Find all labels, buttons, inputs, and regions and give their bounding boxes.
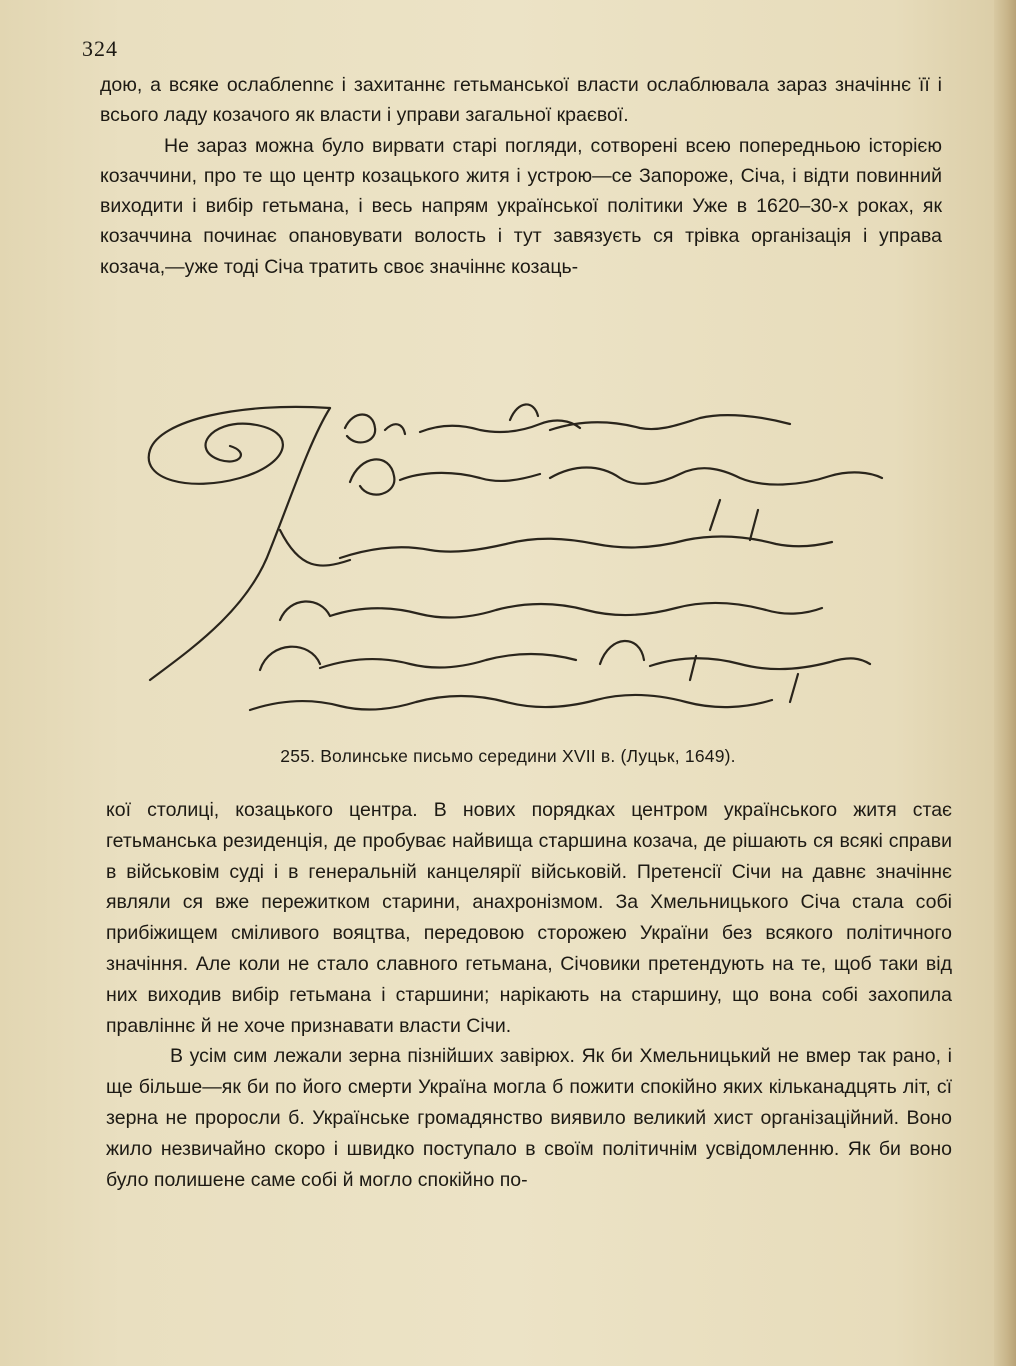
paragraph: кої столиці, козацького центра. В нових порядках центром українського житя стає гетьманська резиденція, де пробуває найвища старшина козача, де рішають ся всякі справи в військовім суді і в генеральній канцелярії військовій. Претенсії Січи на давнє значіннє являли ся вже пережитком старини, анахронізмом. За Хмельницького Січа стала собі прибіжищем сміливого вояцтва, передовою сторожею України без всякого політичного значіння. Але коли не стало славного гетьмана, Січовики претендують на те, щоб таки від них виходив вибір гетьмана і старшини; нарікають на старшину, що вона собі захопила правліннє й не хоче признавати власти Січи. (106, 799, 952, 1037)
paragraph: В усім сим лежали зерна пізнійших завірюх. Як би Хмельницький не вмер так рано, і ще більше—як би по його смерти Україна могла б пожити спокійно яких кільканадцять літ, сї зерна не проросли б. Українське громадянство виявило великий хист організаційний. Воно жило незвичайно скоро і швидко поступало в своїм політичнім усвідомленню. Як би воно було полишене саме собі й могло спокійно по- (106, 1045, 952, 1191)
paragraph: Не зараз можна було вирвати старі погляди, сотворені всею попередньою історією козаччини, про те що центр козацького житя і устрою—се Запороже, Січа, і відти повинний виходити і вибір гетьмана, і весь напрям української політики Уже в 1620–30-х роках, як козаччина починає опановувати волость і тут завязуєть ся трівка організація і управа козача,—уже тоді Січа тратить своє значіннє козаць- (100, 134, 942, 278)
handwriting-figure (130, 380, 910, 740)
page-number: 324 (82, 36, 118, 61)
page-edge (994, 0, 1016, 1366)
bottom-text (106, 795, 952, 1195)
handwritten-script-image (130, 380, 910, 740)
figure-caption: 255. Волинське письмо середини XVII в. (Луцьк, 1649). (280, 746, 736, 766)
top-text (100, 70, 942, 282)
paragraph: дою, а всяке ослаблennє і захитаннє гетьманської власти ослаблювала зараз значіннє її і всього ладу козачого як власти і управи загальної краєвої. (100, 74, 942, 127)
